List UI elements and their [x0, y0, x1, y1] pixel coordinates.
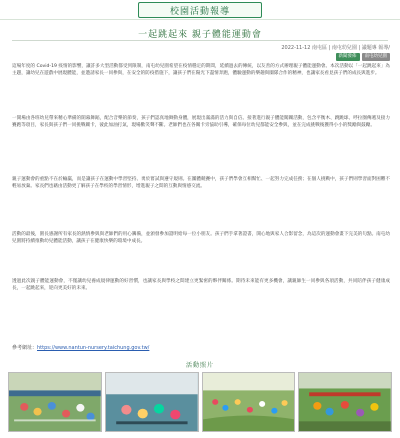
gallery-photo-2[interactable]	[105, 372, 199, 432]
article-paragraph: 親子運動會的重點不在於輸贏，而是讓孩子在運動中學習堅持、勇於嘗試與遵守規則。在團體競賽中，孩子們學會互相幫忙、一起努力完成任務；在個人挑戰中，孩子們則學習面對困難不輕易放棄。家長們也藉由活動更了解孩子在學校的學習情形，增進親子之間的互動與情感交流。	[12, 177, 390, 189]
badge-group	[336, 53, 391, 61]
reference-link[interactable]: https://www.nantun-nursery.taichung.gov.tw/	[37, 345, 150, 351]
gallery-title: 活動照片	[185, 362, 214, 369]
title-divider	[12, 40, 388, 41]
article-title: 一起跳起來 親子體能運動會	[138, 30, 262, 40]
article-paragraph: 一開場由各班幼兒帶來精心準備的開幕舞蹈，配合音樂的節奏，孩子們認真地舞動身體，展現出滿滿的活力與自信。接著進行親子體能闖關活動，包含平衡木、跳跳球、呼拉圈傳遞及接力賽跑等項目，家長與孩子們一同挑戰關卡，彼此加油打氣，現場歡笑聲不斷。老師們也在各關卡旁協助引導，確保每位幼兒都能安全參與，並在完成挑戰後獲得小小的獎勵與鼓勵。	[12, 116, 390, 128]
article-paragraph: 透過此次親子體能運動會，不僅讓幼兒養成規律運動的好習慣，也讓家長與學校之間建立更緊密的夥伴關係。期待未來能有更多機會，讓親師生一同參與各項活動，共同陪伴孩子健康成長，一起跳起來，迎向更美好的未來。	[12, 279, 390, 291]
gallery-photo-1[interactable]	[8, 372, 102, 432]
reference-line	[12, 344, 149, 351]
gallery-photo-3[interactable]	[202, 372, 296, 432]
reference-label: 參考網址：	[12, 345, 38, 351]
top-banner	[0, 0, 400, 20]
article-paragraph: 這場年度的 Covid-19 疫情的影響，讓許多大型活動都受到限制，南屯幼兒園希望在疫情穩定的期間，延續過去的傳統，以友善的方式辦理親子體能運動會。本次活動以「一起跳起來」為主題，讓幼兒在遊戲中展現體能，並邀請家長一同參與，在安全的防疫措施下，讓孩子們在陽光下盡情奔跑，體驗運動的樂趣與團隊合作的精神，也讓家長看見孩子們的成長與進步。	[12, 64, 390, 76]
article-meta: 2022-11-12 南屯區 | 南屯幼兒園 | 議題專 報導/	[281, 45, 390, 51]
category-badge[interactable]: 新聞發佈	[336, 53, 360, 61]
banner-title: 校園活動報導	[138, 2, 262, 18]
gallery-photo-4[interactable]	[298, 372, 392, 432]
unit-badge[interactable]: 南屯幼兒園	[362, 53, 391, 61]
photo-gallery	[8, 372, 392, 432]
article-paragraph: 活動的最後，園長感謝所有家長的熱情參與與老師們的用心籌備，並頒發參加證明給每一位小朋友。孩子們手拿著證書，開心地與家人合影留念，為這次的運動會畫下完美的句點。南屯幼兒園將持續推動幼兒體能活動，讓孩子在健康快樂的環境中成長。	[12, 232, 390, 244]
